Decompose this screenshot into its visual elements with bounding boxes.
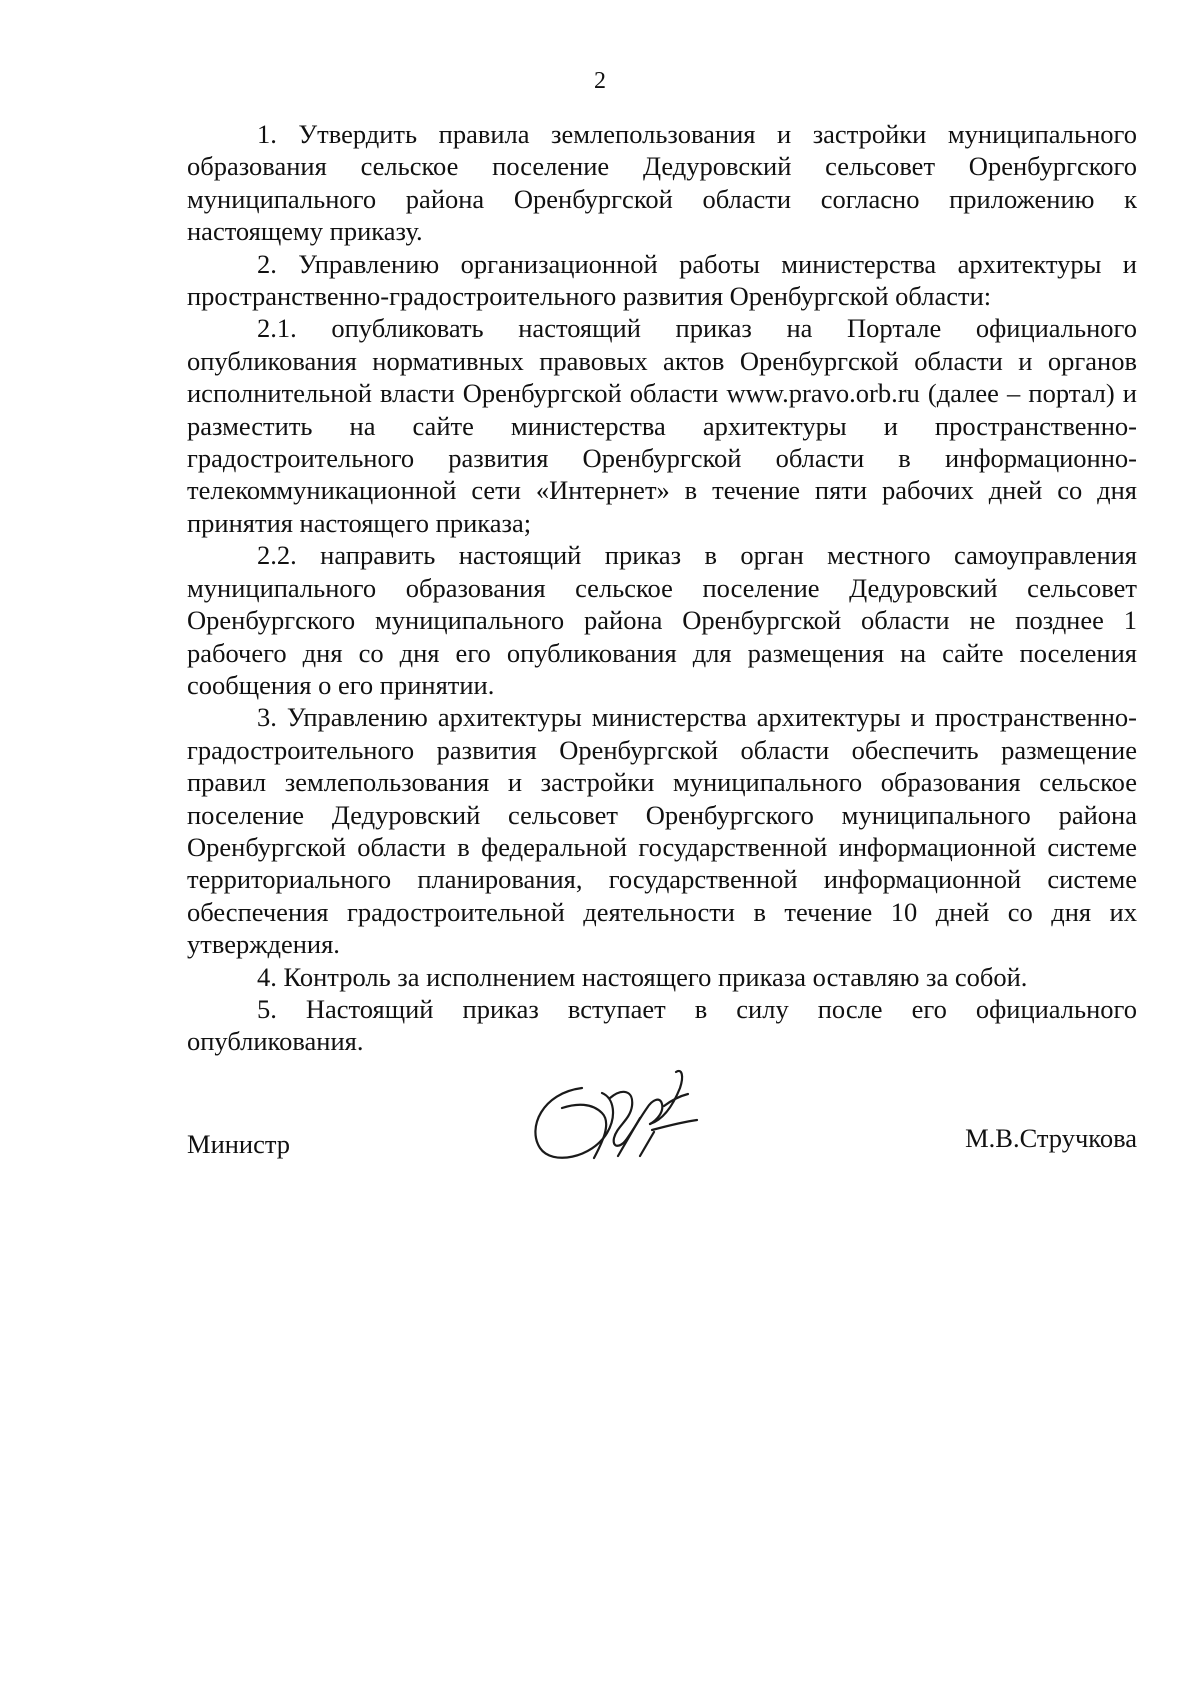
paragraph-2-2: 2.2. направить настоящий приказ в орган местного самоуправления муниципального образования сельское поселение Дедуровский сельсовет Оренбургского муниципального района Оренбургской области не позднее 1 рабочего дня со дня его опубликования для размещения на сайте поселения сообщения о его принятии.: [187, 540, 1137, 700]
signature-block: [187, 1048, 1137, 1188]
paragraph-4: 4. Контроль за исполнением настоящего приказа оставляю за собой.: [257, 961, 1028, 992]
paragraph-5: 5. Настоящий приказ вступает в силу после его официального опубликования.: [187, 993, 1137, 1057]
handwritten-signature-icon: [522, 1048, 712, 1178]
paragraph-1: 1. Утвердить правила землепользования и застройки муниципального образования сельское поселение Дедуровский сельсовет Оренбургского муниципального района Оренбургской области согласно приложению к настоящему приказу.: [187, 119, 1137, 247]
order-body: [187, 118, 1137, 1058]
signer-position: Министр: [187, 1129, 291, 1159]
paragraph-2: 2. Управлению организационной работы министерства архитектуры и пространственно-градостроительного развития Оренбургской области:: [187, 248, 1137, 312]
paragraph-2-1: 2.1. опубликовать настоящий приказ на Портале официального опубликования нормативных правовых актов Оренбургской области и органов исполнительной власти Оренбургской области www.pravo.orb.ru (далее – портал) и разместить на сайте министерства архитектуры и пространственно-градостроительного развития Оренбургской области в информационно-телекоммуникационной сети «Интернет» в течение пяти рабочих дней со дня принятия настоящего приказа;: [187, 313, 1137, 538]
paragraph-3: 3. Управлению архитектуры министерства архитектуры и пространственно-градостроительного развития Оренбургской области обеспечить размещение правил землепользования и застройки муниципального образования сельское поселение Дедуровский сельсовет Оренбургского муниципального района Оренбургской области в федеральной государственной информационной системе территориального планирования, государственной информационной системе обеспечения градостроительной деятельности в течение 10 дней со дня их утверждения.: [187, 702, 1137, 960]
signer-name: М.В.Стручкова: [965, 1123, 1137, 1153]
page-number: 2: [594, 68, 606, 94]
